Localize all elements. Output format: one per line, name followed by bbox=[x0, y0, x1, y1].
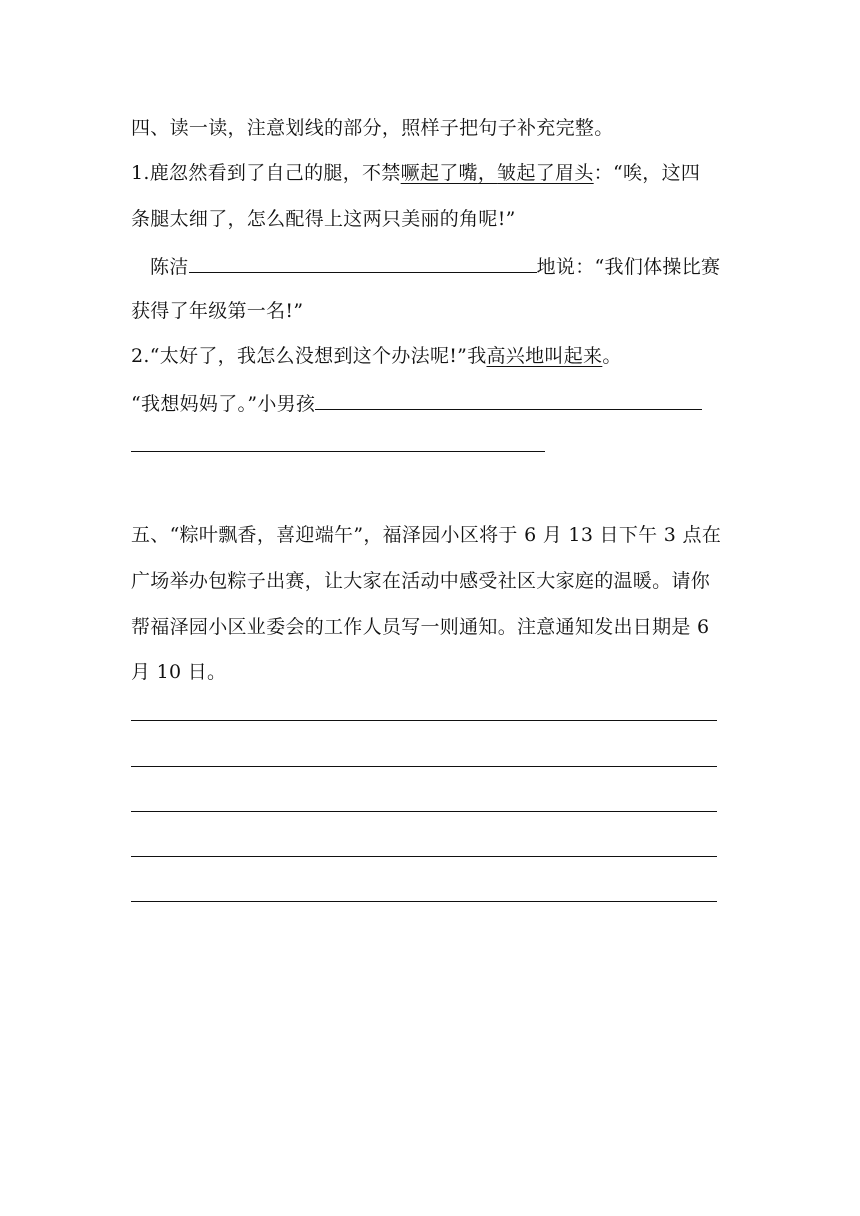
section5-line2: 广场举办包粽子出赛，让大家在活动中感受社区大家庭的温暖。请你 bbox=[131, 570, 711, 592]
answer-blank[interactable] bbox=[189, 252, 537, 273]
writing-line[interactable] bbox=[131, 766, 717, 767]
q1-line1: 1.鹿忽然看到了自己的腿，不禁噘起了嘴，皱起了眉头：“唉，这四 bbox=[131, 162, 701, 184]
section5-line4: 月 10 日。 bbox=[131, 661, 227, 683]
underlined-phrase: 皱起了眉头 bbox=[497, 162, 594, 184]
writing-line[interactable] bbox=[131, 811, 717, 812]
q2-line1: 2.“太好了，我怎么没想到这个办法呢!”我高兴地叫起来。 bbox=[131, 345, 622, 367]
writing-line[interactable] bbox=[131, 856, 717, 857]
q1-line2: 条腿太细了，怎么配得上这两只美丽的角呢!” bbox=[131, 208, 516, 230]
answer-blank[interactable] bbox=[315, 389, 702, 410]
q1-line3: 陈洁 地说：“我们体操比赛 bbox=[150, 252, 720, 280]
writing-line[interactable] bbox=[131, 720, 717, 721]
underlined-phrase: 高兴地叫起来 bbox=[486, 345, 603, 367]
underlined-phrase: 噘起了嘴 bbox=[400, 162, 478, 184]
section5-line1: 五、“粽叶飘香，喜迎端午”，福泽园小区将于 6 月 13 日下午 3 点在 bbox=[131, 524, 722, 546]
section5-line3: 帮福泽园小区业委会的工作人员写一则通知。注意通知发出日期是 6 bbox=[131, 616, 710, 638]
answer-line[interactable] bbox=[131, 451, 545, 452]
q1-line4: 获得了年级第一名!” bbox=[131, 300, 304, 322]
writing-line[interactable] bbox=[131, 901, 717, 902]
q2-line2: “我想妈妈了。”小男孩 bbox=[131, 389, 702, 417]
underlined-separator: ， bbox=[477, 162, 498, 184]
section4-heading: 四、读一读，注意划线的部分，照样子把句子补充完整。 bbox=[131, 117, 614, 139]
